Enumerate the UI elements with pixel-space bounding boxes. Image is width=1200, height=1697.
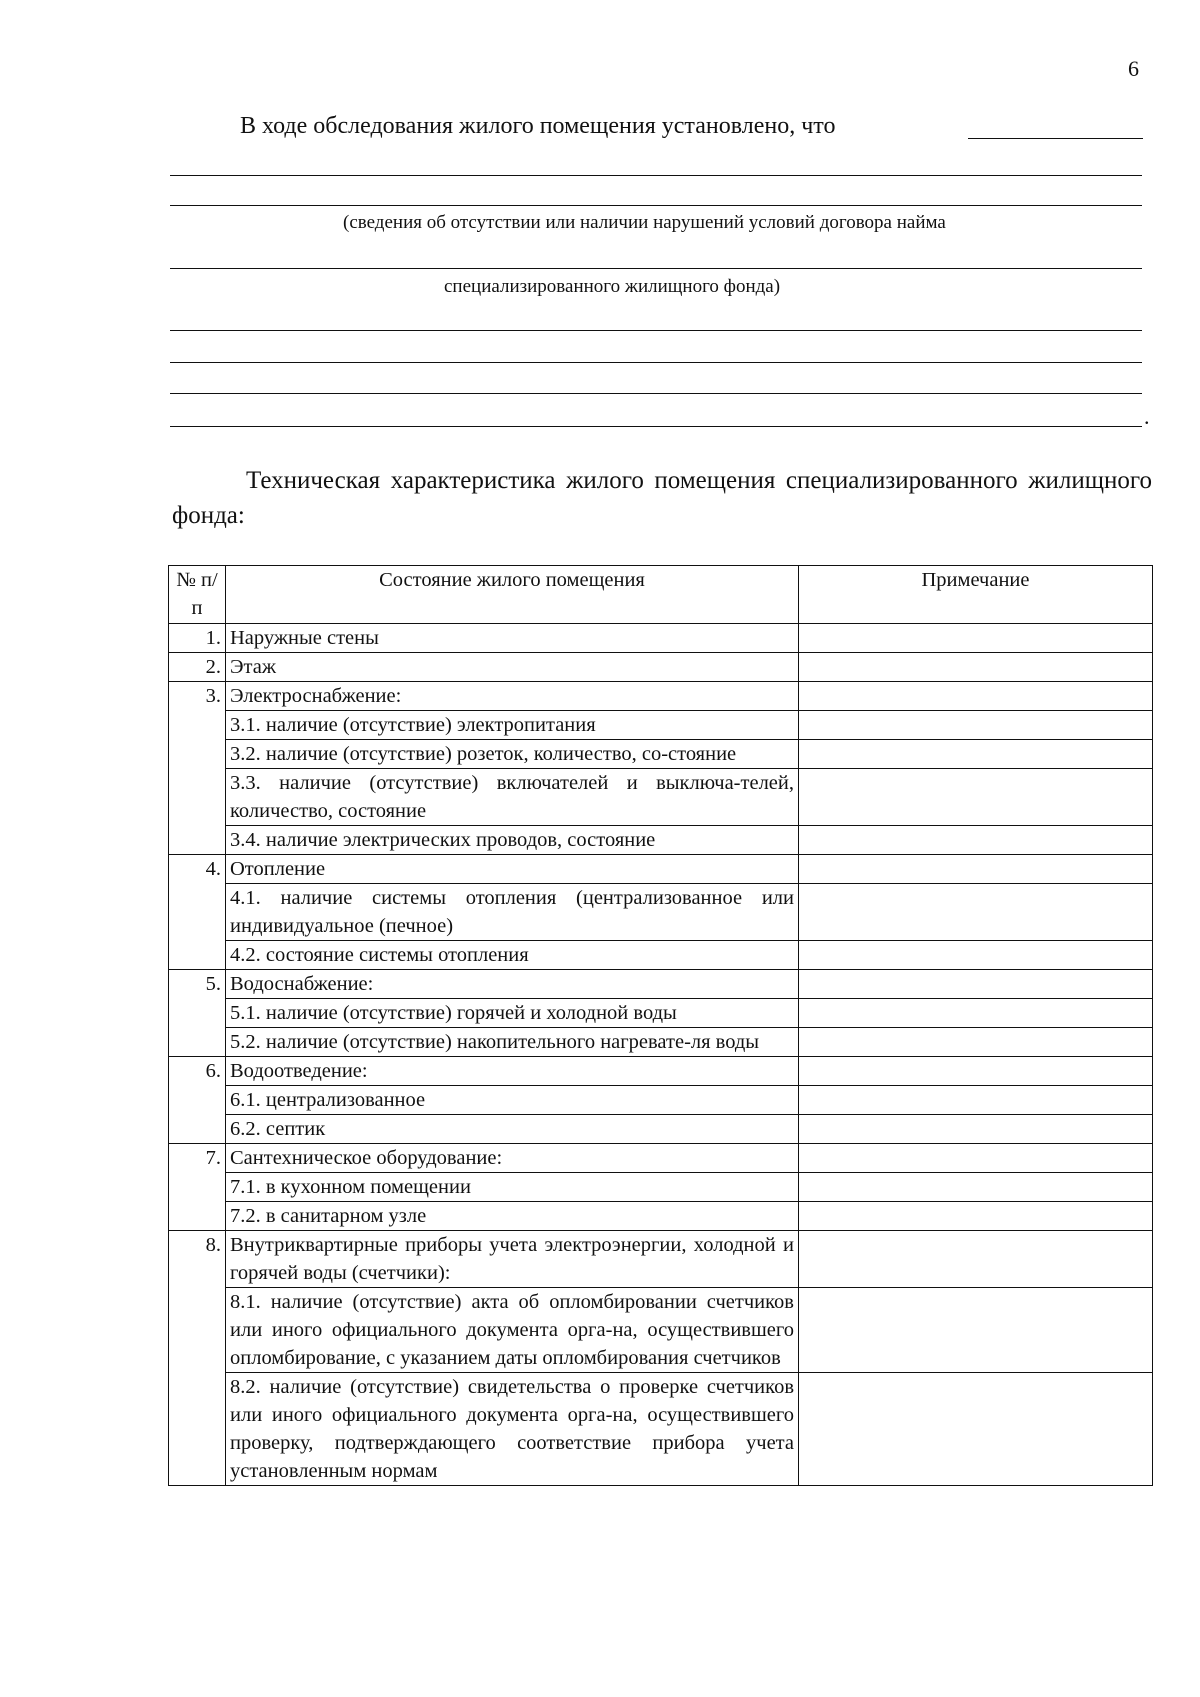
row-note-cell[interactable]	[799, 1173, 1153, 1202]
row-state-text: 7.1. в кухонном помещении	[226, 1173, 799, 1202]
row-state-text: Электроснабжение:	[226, 682, 799, 711]
row-state-text: 8.1. наличие (отсутствие) акта об опломбировании счетчиков или иного официального документа орга-на, осуществившего опломбирование, с указанием даты опломбирования счетчиков	[226, 1288, 799, 1373]
row-state-text: Этаж	[226, 653, 799, 682]
row-state-text: Водоотведение:	[226, 1057, 799, 1086]
row-state-text: 8.2. наличие (отсутствие) свидетельства о проверке счетчиков или иного официального документа орга-на, осуществившего проверку, подтверждающего соответствие прибора учета установленным нормам	[226, 1373, 799, 1486]
table-row	[169, 941, 1153, 970]
row-state-text: 3.2. наличие (отсутствие) розеток, количество, со-стояние	[226, 740, 799, 769]
caption-line-1: (сведения об отсутствии или наличии нарушений условий договора найма	[343, 212, 946, 233]
row-note-cell[interactable]	[799, 1202, 1153, 1231]
table-row	[169, 769, 1153, 826]
row-note-cell[interactable]	[799, 1028, 1153, 1057]
table-row	[169, 1144, 1153, 1173]
table-row	[169, 1373, 1153, 1486]
row-state-text: 3.3. наличие (отсутствие) включателей и выключа-телей, количество, состояние	[226, 769, 799, 826]
row-state-text: 6.1. централизованное	[226, 1086, 799, 1115]
row-note-cell[interactable]	[799, 941, 1153, 970]
final-dot: .	[1144, 404, 1150, 429]
row-note-cell[interactable]	[799, 740, 1153, 769]
fill-line-5[interactable]	[170, 362, 1142, 363]
table-row	[169, 884, 1153, 941]
row-note-cell[interactable]	[799, 653, 1153, 682]
table-row	[169, 711, 1153, 740]
intro-fill-line[interactable]	[968, 138, 1143, 139]
row-state-text: 5.1. наличие (отсутствие) горячей и холодной воды	[226, 999, 799, 1028]
row-note-cell[interactable]	[799, 884, 1153, 941]
caption-line-2: специализированного жилищного фонда)	[444, 276, 781, 297]
row-note-cell[interactable]	[799, 1086, 1153, 1115]
fill-line-6[interactable]	[170, 393, 1142, 394]
row-number: 2.	[169, 653, 226, 682]
row-state-text: 6.2. септик	[226, 1115, 799, 1144]
row-state-text: Отопление	[226, 855, 799, 884]
table-row	[169, 1057, 1153, 1086]
technical-characteristics-table	[168, 565, 1153, 1486]
table-row	[169, 653, 1153, 682]
row-state-text: 5.2. наличие (отсутствие) накопительного нагревате-ля воды	[226, 1028, 799, 1057]
row-number: 8.	[169, 1231, 226, 1486]
table-row	[169, 999, 1153, 1028]
fill-line-2[interactable]	[170, 205, 1142, 206]
row-note-cell[interactable]	[799, 769, 1153, 826]
row-note-cell[interactable]	[799, 1057, 1153, 1086]
table-row	[169, 682, 1153, 711]
table-row	[169, 1231, 1153, 1288]
fill-line-4[interactable]	[170, 330, 1142, 331]
fill-line-1[interactable]	[170, 175, 1142, 176]
row-state-text: Внутриквартирные приборы учета электроэнергии, холодной и горячей воды (счетчики):	[226, 1231, 799, 1288]
row-state-text: 3.4. наличие электрических проводов, состояние	[226, 826, 799, 855]
table-row	[169, 1028, 1153, 1057]
row-note-cell[interactable]	[799, 1288, 1153, 1373]
row-note-cell[interactable]	[799, 682, 1153, 711]
row-state-text: 3.1. наличие (отсутствие) электропитания	[226, 711, 799, 740]
section-heading: Техническая характеристика жилого помещения специализированного жилищного фонда:	[172, 467, 1152, 529]
row-state-text: Наружные стены	[226, 624, 799, 653]
row-state-text: 4.1. наличие системы отопления (централизованное или индивидуальное (печное)	[226, 884, 799, 941]
table-row	[169, 624, 1153, 653]
row-state-text: Сантехническое оборудование:	[226, 1144, 799, 1173]
table-row	[169, 1115, 1153, 1144]
row-note-cell[interactable]	[799, 855, 1153, 884]
table-row	[169, 1173, 1153, 1202]
table-header-row	[169, 566, 1153, 624]
row-note-cell[interactable]	[799, 1231, 1153, 1288]
fill-line-7[interactable]	[170, 426, 1142, 427]
row-note-cell[interactable]	[799, 826, 1153, 855]
header-state: Состояние жилого помещения	[226, 566, 799, 624]
fill-line-3[interactable]	[170, 268, 1142, 269]
table-row	[169, 1288, 1153, 1373]
row-state-text: 7.2. в санитарном узле	[226, 1202, 799, 1231]
row-number: 5.	[169, 970, 226, 1057]
row-note-cell[interactable]	[799, 624, 1153, 653]
table-row	[169, 740, 1153, 769]
row-note-cell[interactable]	[799, 970, 1153, 999]
row-note-cell[interactable]	[799, 1115, 1153, 1144]
row-state-text: Водоснабжение:	[226, 970, 799, 999]
table-row	[169, 970, 1153, 999]
row-note-cell[interactable]	[799, 711, 1153, 740]
header-number: № п/п	[169, 566, 226, 624]
table-row	[169, 1086, 1153, 1115]
row-number: 1.	[169, 624, 226, 653]
row-note-cell[interactable]	[799, 1373, 1153, 1486]
table-row	[169, 826, 1153, 855]
row-note-cell[interactable]	[799, 1144, 1153, 1173]
header-note: Примечание	[799, 566, 1153, 624]
row-note-cell[interactable]	[799, 999, 1153, 1028]
row-number: 7.	[169, 1144, 226, 1231]
table-row	[169, 1202, 1153, 1231]
intro-text: В ходе обследования жилого помещения установлено, что	[240, 113, 836, 139]
row-state-text: 4.2. состояние системы отопления	[226, 941, 799, 970]
page-number: 6	[1128, 56, 1139, 81]
row-number: 4.	[169, 855, 226, 970]
row-number: 3.	[169, 682, 226, 855]
table-row	[169, 855, 1153, 884]
row-number: 6.	[169, 1057, 226, 1144]
